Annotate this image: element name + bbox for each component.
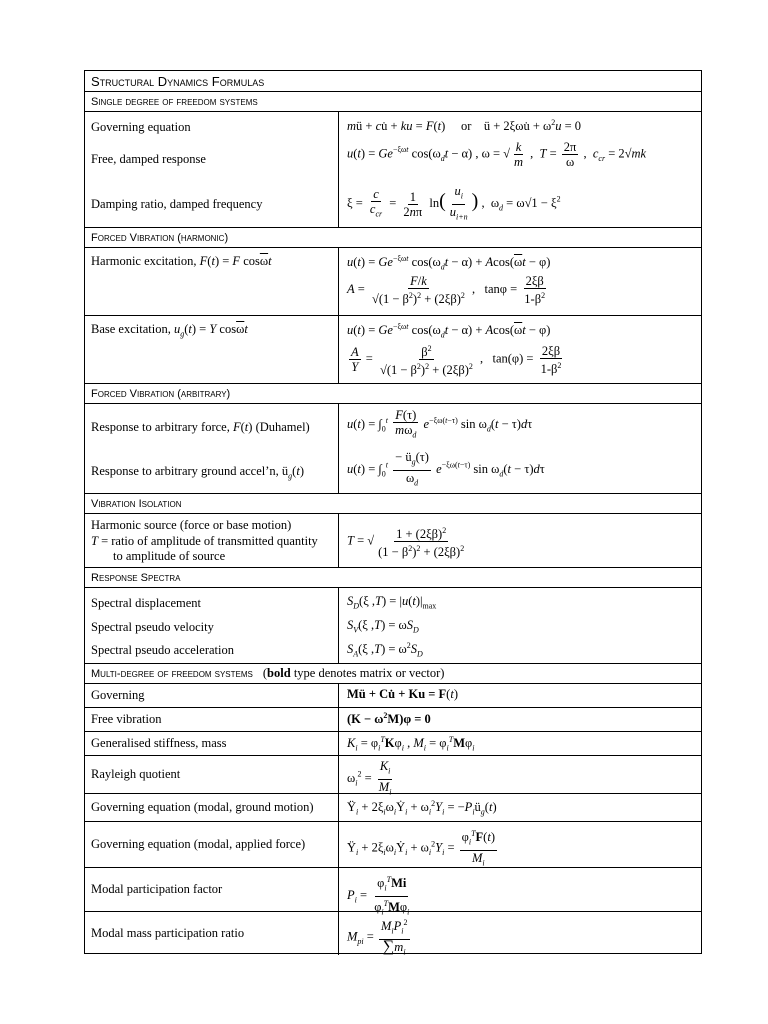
label-arb-force-text: Response to arbitrary force, (91, 420, 230, 434)
label-spec-disp: Spectral displacement (91, 596, 202, 610)
sheet-title (85, 71, 701, 91)
section-forced-arbitrary (85, 383, 701, 403)
formula-governing: mü + cu̇ + ku = F(t) or ü + 2ξωu̇ + $\omega^2u = 0$ (347, 118, 582, 134)
mdof-mass-ratio-row (85, 911, 701, 955)
mdof-governing-row (85, 683, 701, 707)
formula-spec-vel: $S_V(\xi$ $,T) = \omega S_D$ (347, 618, 419, 635)
formula-m-modal-ground: $Ÿ_i$ + $2\xi_i\omega_iẎ_i + \omega_i^2Y_i$ = $-P_iü_g(t)$ (347, 799, 497, 817)
formula-spec-acc: $S_A(\xi$ $,T) = \omega^2S_D$ (347, 641, 423, 659)
label-m-modal-force: Governing equation (modal, applied force) (91, 837, 306, 851)
section-mdof (85, 663, 701, 683)
mdof-modal-force-row (85, 821, 701, 867)
label-t-ratio (91, 534, 318, 549)
formula-m-free: $(K - \omega^2M)\varphi = 0$ (347, 711, 431, 727)
label-to-amp: to amplitude of source (113, 549, 226, 563)
section-forced-harmonic (85, 227, 701, 247)
label-harmonic-exc: Harmonic excitation, F(t) = F $\cos\overline{\omega}t$ (91, 254, 272, 268)
label-base-exc: Base excitation, $u_g(t) = Y$ $\cos\overline{\omega}t$ (91, 322, 248, 339)
label-spec-acc: Spectral pseudo acceleration (91, 643, 234, 657)
formula-base-amplitude: $\frac{A}{Y}$ = $\frac{\beta^2}{√(1 - \beta^2)^2 + (2\xi\beta)^2}$ , tan(φ) = $\frac{2\xi\beta}{1-\beta^2}$ (351, 343, 562, 378)
section-isolation (85, 493, 701, 513)
formula-damping-ratio: ξ = $\frac{c}{c_{cr}}$ = $\frac{1}{2n\pi}$ ln( $\frac{u_i}{u_{i+n}}$ ) , $\omega_d = \omega√1 - \xi^2$ (347, 184, 561, 221)
section-sdof (85, 91, 701, 111)
spectra-block (85, 587, 701, 663)
section-spectra-text: Response Spectra (91, 571, 181, 584)
label-free-damped: Free, damped response (91, 152, 206, 166)
label-spec-vel: Spectral pseudo velocity (91, 620, 214, 634)
label-arb-ground: Response to arbitrary ground accel’n, $ü_g(t)$ (91, 464, 304, 481)
section-sdof-text: Single degree of freedom systems (91, 95, 258, 108)
label-duhamel: (Duhamel) (255, 420, 310, 434)
label-governing: Governing equation (91, 120, 191, 134)
base-block (85, 315, 701, 383)
formula-harmonic-amplitude: A = $\frac{F/k}{√(1 - \beta^2)^2 + (2\xi\beta)^2}$ , tanφ = $\frac{2\xi\beta}{1-\beta^2}$ (347, 274, 546, 307)
or-text: or (460, 119, 472, 134)
formula-free-damped: $u(t) = Ge^{-\xi\omega t}$ $\cos(\omega_dt - \alpha)$ , ω = √ $\frac{k}{m}$ , T = $\frac{2\pi}{\omega}$ , $c_{cr} = 2√mk$ (347, 140, 647, 169)
label-damping-ratio: Damping ratio, damped frequency (91, 197, 263, 211)
label-t-ratio-text: = ratio of amplitude of transmitted quantity (101, 534, 318, 548)
formula-m-rayleigh: $\omega_i^2$ = $\frac{K_i}{M_i}$ (347, 759, 392, 796)
harmonic-block (85, 247, 701, 315)
formula-spec-disp: $S_D(\xi$ $,T) = |u(t)|_{max}$ (347, 594, 437, 611)
label-m-free: Free vibration (91, 712, 162, 726)
label-harmonic-exc-text: Harmonic excitation, (91, 254, 197, 268)
label-arb-ground-text: Response to arbitrary ground accel’n, (91, 464, 279, 478)
formula-m-participation: $P_i$ = $\frac{\varphi_i^TMi}{\varphi_i^TM\varphi_i}$ (347, 875, 410, 917)
formula-m-gen: $K_i = \varphi_i^TK\varphi_i$ , $M_i = \varphi_i^TM\varphi_i$ (347, 735, 475, 753)
label-t-ratio-var: T (91, 534, 98, 548)
formula-base-response: $u(t) = Ge^{-\xi\omega t}$ $\cos(\omega_dt - \alpha) + Acos(\overline{\omega}t - \varphi)$ (347, 322, 551, 340)
section-forced-arbitrary-text: Forced Vibration (arbitrary) (91, 387, 231, 400)
section-spectra (85, 567, 701, 587)
isolation-block (85, 513, 701, 567)
label-m-modal-ground: Governing equation (modal, ground motion) (91, 800, 314, 814)
mdof-note-bold: bold (267, 666, 291, 680)
formula-harmonic-response: $u(t) = Ge^{-\xi\omega t}$ $\cos(\omega_dt - \alpha) + Acos(\overline{\omega}t - \varphi)$ (347, 254, 551, 272)
formula-sheet (84, 70, 702, 957)
formula-m-modal-force: $Ÿ_i$ + $2\xi_i\omega_iẎ_i + \omega_i^2Y_i$ = $\frac{\varphi_i^TF(t)}{M_i}$ (347, 829, 495, 868)
mdof-note-rest: type denotes matrix or vector) (293, 666, 445, 680)
label-m-gen: Generalised stiffness, mass (91, 736, 227, 750)
mdof-participation-row (85, 867, 701, 917)
formula-ground-duhamel: $u(t) = \int_0^t$ $\frac{- ü_g(\tau)}{\omega_d}$ $e^{-\xi\omega(t-\tau)}$ $\sin \omega_d(t - \tau)d\tau$ (347, 450, 545, 487)
mdof-note-open: ( (262, 666, 268, 680)
label-m-participation: Modal participation factor (91, 882, 223, 896)
label-m-rayleigh: Rayleigh quotient (91, 767, 181, 781)
label-arb-force: Response to arbitrary force, F(t) (Duhamel) (91, 420, 310, 434)
label-harm-source: Harmonic source (force or base motion) (91, 518, 292, 532)
formula-transmissibility: T = √ $\frac{1 + (2\xi\beta)^2}{(1 - \beta^2)^2 + (2\xi\beta)^2}$ (347, 526, 465, 560)
label-m-mass-ratio: Modal mass participation ratio (91, 926, 245, 940)
mdof-free-row (85, 707, 701, 731)
sdof-block (85, 111, 701, 227)
label-base-exc-text: Base excitation, (91, 322, 171, 336)
section-isolation-text: Vibration Isolation (91, 497, 182, 510)
arbitrary-block (85, 403, 701, 493)
mdof-rayleigh-row (85, 755, 701, 796)
mdof-modal-ground-row (85, 793, 701, 821)
section-forced-harmonic-text: Forced Vibration (harmonic) (91, 231, 229, 244)
formula-m-governing: Mü + Cu̇ + Ku = F(t) (347, 687, 458, 701)
section-mdof-text: Multi-degree of freedom systems (91, 667, 253, 680)
formula-m-mass-ratio: $M_{pi}$ = $\frac{M_iP_i^2}{\sum m_i}$ (347, 918, 408, 957)
formula-duhamel: $u(t) = \int_0^t$ $\frac{F(\tau)}{m\omega_d}$ $e^{-\xi\omega(t-\tau)}$ $\sin \omega_d(t - \tau)d\tau$ (347, 408, 533, 440)
sheet-title-text: Structural Dynamics Formulas (91, 73, 265, 89)
label-m-governing: Governing (91, 688, 145, 702)
mdof-gen-row (85, 731, 701, 755)
mdof-note (263, 666, 445, 681)
